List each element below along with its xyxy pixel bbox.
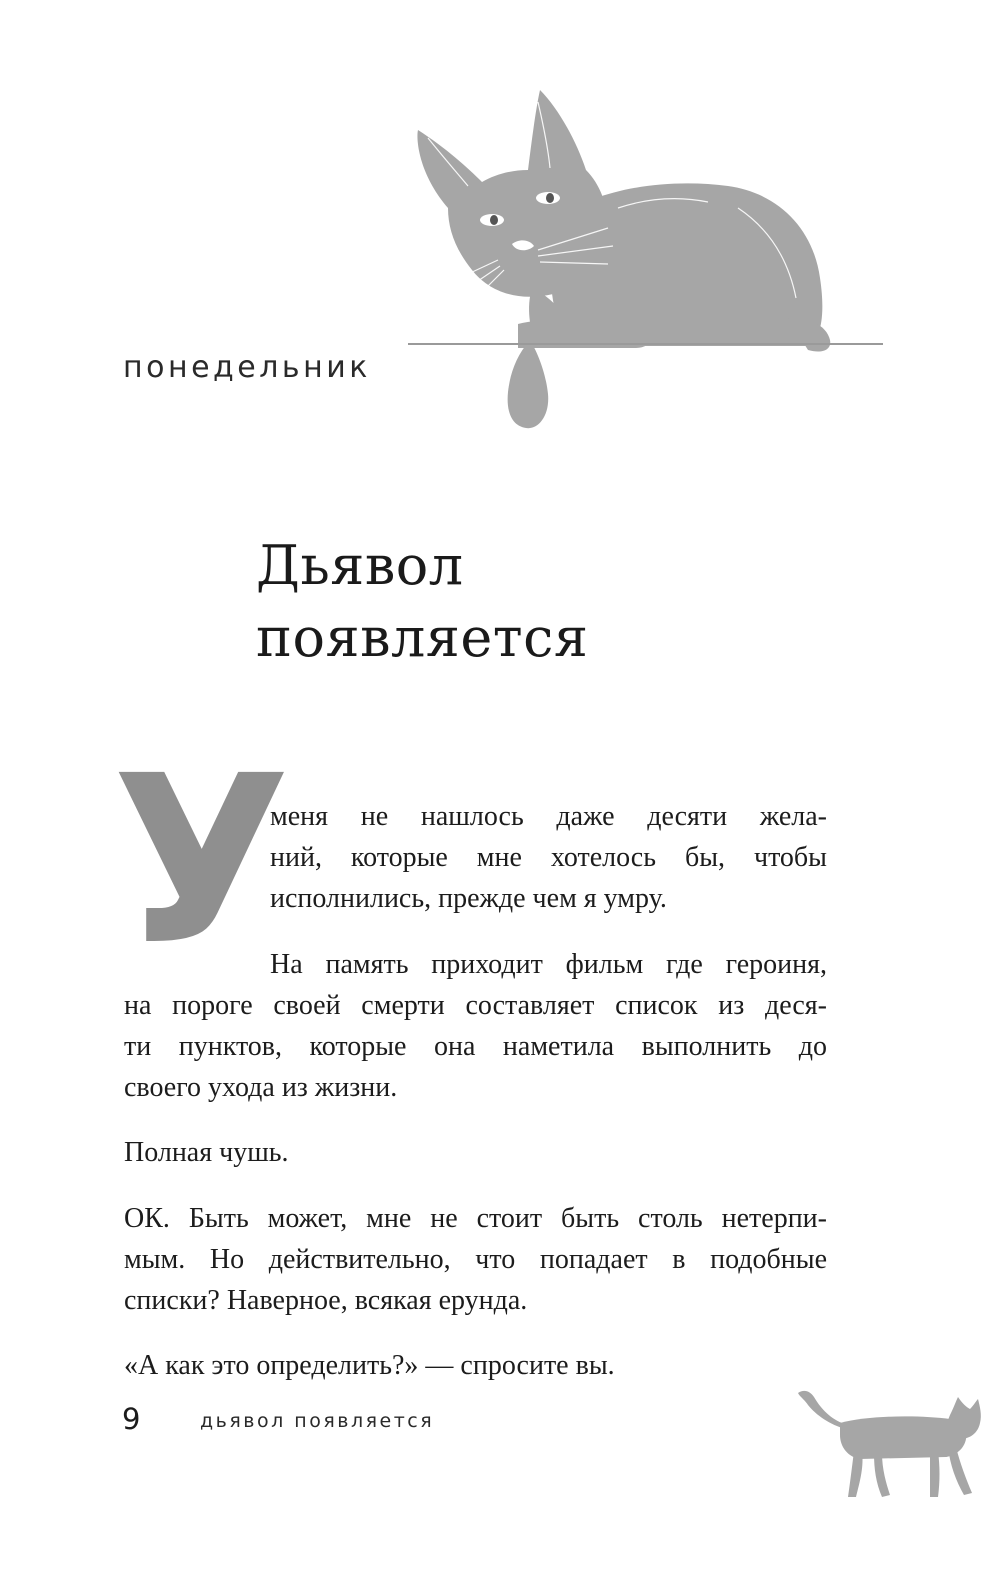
paragraph-1-line-2: ний, которые мне хотелось бы, чтобы: [270, 842, 827, 873]
chapter-title: [256, 530, 588, 674]
paragraph-2-line-3: ти пунктов, которые она наметила выполнить до: [124, 1031, 827, 1062]
paragraph-1-line-1: меня не нашлось даже десяти жела-: [270, 801, 827, 832]
paragraph-4-line-3: списки? Наверное, всякая ерунда.: [124, 1285, 528, 1316]
paragraph-3: Полная чушь.: [124, 1137, 289, 1168]
chapter-title-line-2: появляется: [256, 606, 589, 669]
paragraph-2-line-1: На память приходит фильм где героиня,: [270, 949, 827, 980]
paragraph-5: «А как это определить?» — спросите вы.: [124, 1350, 615, 1381]
running-head: дьявол появляется: [200, 1410, 435, 1432]
paragraph-4-line-2: мым. Но действительно, что попадает в подобные: [124, 1244, 827, 1275]
section-label: понедельник: [123, 350, 371, 385]
page-number: 9: [122, 1402, 141, 1436]
paragraph-2-line-2: на пороге своей смерти составляет список из деся-: [124, 990, 827, 1021]
shelf-line: [408, 343, 883, 345]
chapter-title-line-1: Дьявол: [256, 534, 464, 597]
paragraph-2-line-4: своего ухода из жизни.: [124, 1072, 398, 1103]
drop-cap: У: [112, 726, 291, 996]
lying-cat-illustration-icon: [408, 78, 888, 438]
walking-cat-silhouette-icon: [790, 1385, 985, 1505]
paragraph-4-line-1: ОК. Быть может, мне не стоит быть столь нетерпи-: [124, 1203, 827, 1234]
paragraph-1-line-3: исполнились, прежде чем я умру.: [270, 883, 667, 914]
